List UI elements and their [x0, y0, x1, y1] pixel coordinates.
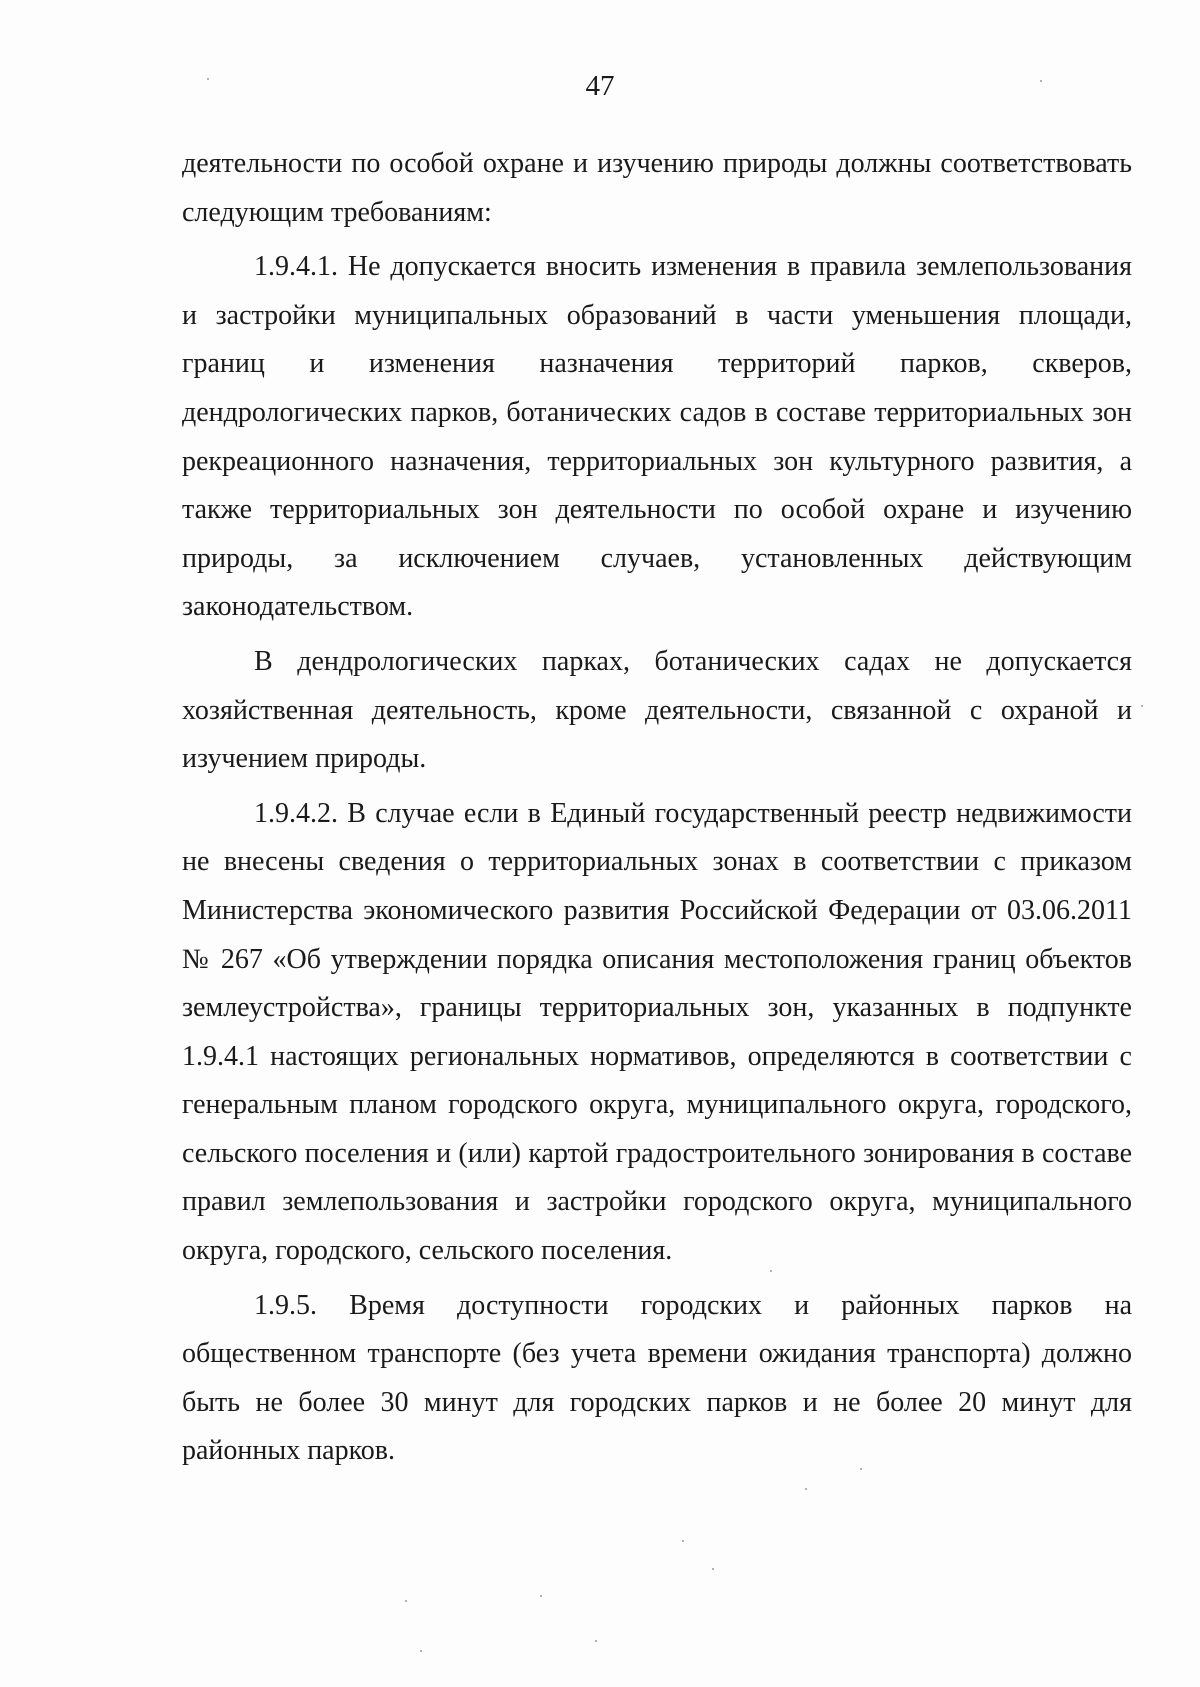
paragraph-dendrological-parks: В дендрологических парках, ботанических садах не допускается хозяйственная деятельность, кроме деятельности, связанной с охраной и изучением природы. [182, 645, 1132, 775]
scan-speck [712, 1568, 714, 1570]
scan-speck [1141, 705, 1143, 707]
scan-speck [770, 1270, 772, 1272]
scan-speck [805, 1488, 807, 1490]
scan-speck [405, 1600, 407, 1602]
scan-speck [860, 1468, 862, 1470]
scan-speck [420, 1650, 422, 1652]
paragraph-1-9-4-1: 1.9.4.1. Не допускается вносить изменения в правила землепользования и застройки муниципальных образований в части уменьшения площади, границ и изменения назначения территорий парков, скверов, дендрологических парков, ботанических садов в составе территориальных зон рекреационного назначения, территориальных зон культурного развития, а также территориальных зон деятельности по особой охране и изучению природы, за исключением случаев, установленных действующим законодательством. [182, 251, 1132, 623]
scan-speck [682, 1540, 684, 1542]
page-number: 47 [585, 70, 615, 102]
paragraph-1-9-5: 1.9.5. Время доступности городских и районных парков на общественном транспорте (без учета времени ожидания транспорта) должно быть не более 30 минут для городских парков и не более 20 минут для районных парков. [182, 1289, 1132, 1467]
scan-speck [595, 1640, 597, 1642]
scan-speck [207, 78, 209, 80]
scan-speck [1040, 80, 1042, 82]
paragraph-1-9-4-2: 1.9.4.2. В случае если в Единый государственный реестр недвижимости не внесены сведения о территориальных зонах в соответствии с приказом Министерства экономического развития Российской Федерации от 03.06.2011 № 267 «Об утверждении порядка описания местоположения границ объектов землеустройства», границы территориальных зон, указанных в подпункте 1.9.4.1 настоящих региональных нормативов, определяются в соответствии с генеральным планом городского округа, муниципального округа, городского, сельского поселения и (или) картой градостроительного зонирования в составе правил землепользования и застройки городского округа, муниципального округа, городского, сельского поселения. [182, 797, 1132, 1267]
scan-speck [540, 1595, 542, 1597]
paragraph-continuation: деятельности по особой охране и изучению природы должны соответствовать следующим требованиям: [182, 148, 1132, 228]
document-body [182, 140, 1132, 1482]
